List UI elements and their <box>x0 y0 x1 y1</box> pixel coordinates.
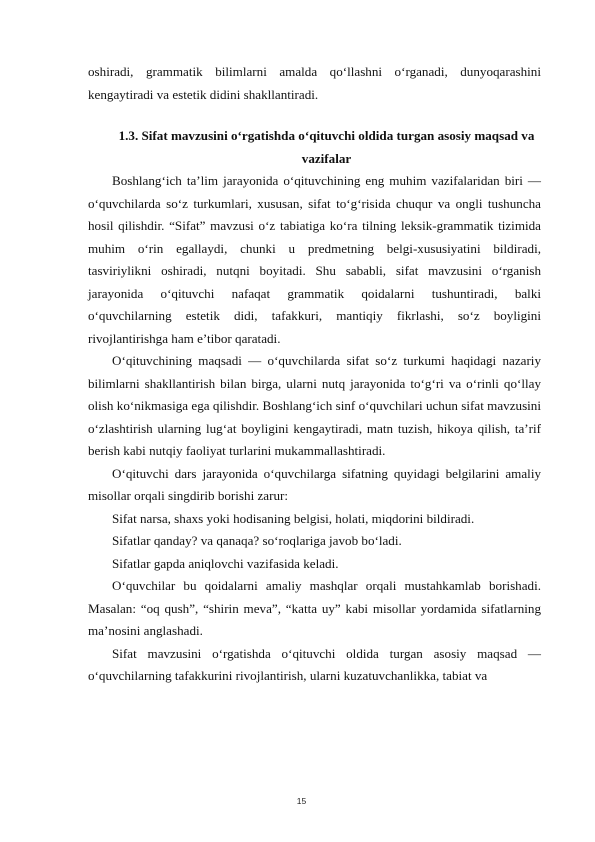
continuation-paragraph: oshiradi, grammatik bilimlarni amalda qo‘llashni o‘rganadi, dunyoqarashini kengaytiradi va estetik didini shakllantiradi. <box>88 64 541 102</box>
document-body <box>88 61 541 688</box>
paragraph-1: Boshlang‘ich ta’lim jarayonida o‘qituvchining eng muhim vazifalaridan biri — o‘quvchilarda so‘z turkumlari, xususan, sifat to‘g‘risida chuqur va ongli tushuncha hosil qilishdir. “Sifat” mavzusi o‘z tabiatiga ko‘ra tilning leksik-grammatik tizimida muhim o‘rin egallaydi, chunki u predmetning belgi-xususiyatini bildiradi, tasviriylikni oshiradi, nutqni boyitadi. Shu sababli, sifat mavzusini o‘rganish jarayonida o‘qituvchi nafaqat grammatik qoidalarni tushuntiradi, balki o‘quvchilarning estetik didi, tafakkuri, mantiqiy fikrlashi, so‘z boyligini rivojlantirishga ham e’tibor qaratadi. <box>88 173 541 346</box>
list-item-1: Sifat narsa, shaxs yoki hodisaning belgisi, holati, miqdorini bildiradi. <box>112 510 475 526</box>
list-item-2: Sifatlar qanday? va qanaqa? so‘roqlariga javob bo‘ladi. <box>112 533 402 548</box>
page-number: 15 <box>296 796 307 806</box>
list-item-3: Sifatlar gapda aniqlovchi vazifasida keladi. <box>112 555 339 571</box>
paragraph-2: O‘qituvchining maqsadi — o‘quvchilarda sifat so‘z turkumi haqidagi nazariy bilimlarni shakllantirish bilan birga, ularni nutq jarayonida to‘g‘ri va o‘rinli qo‘llay olish ko‘nikmasiga ega qilishdir. Boshlang‘ich sinf o‘quvchilari uchun sifat mavzusini o‘zlashtirish ularning lug‘at boyligini kengaytiradi, matn tuzish, hikoya qilish, ta’rif berish kabi nutqiy faoliyat turlarini mukammallashtiradi. <box>88 353 541 458</box>
paragraph-5: Sifat mavzusini o‘rgatishda o‘qituvchi oldida turgan asosiy maqsad — o‘quvchilarning tafakkurini rivojlantirish, ularni kuzatuvchanlikka, tabiat va <box>88 645 541 683</box>
paragraph-4: O‘quvchilar bu qoidalarni amaliy mashqlar orqali mustahkamlab borishadi. Masalan: “oq qush”, “shirin meva”, “katta uy” kabi misollar yordamida sifatlarning ma’nosini anglashadi. <box>88 578 541 638</box>
section-heading: 1.3. Sifat mavzusini o‘rgatishda o‘qituvchi oldida turgan asosiy maqsad va vazifalar <box>118 128 535 166</box>
paragraph-3: O‘qituvchi dars jarayonida o‘quvchilarga sifatning quyidagi belgilarini amaliy misollar orqali singdirib borishi zarur: <box>88 465 541 503</box>
